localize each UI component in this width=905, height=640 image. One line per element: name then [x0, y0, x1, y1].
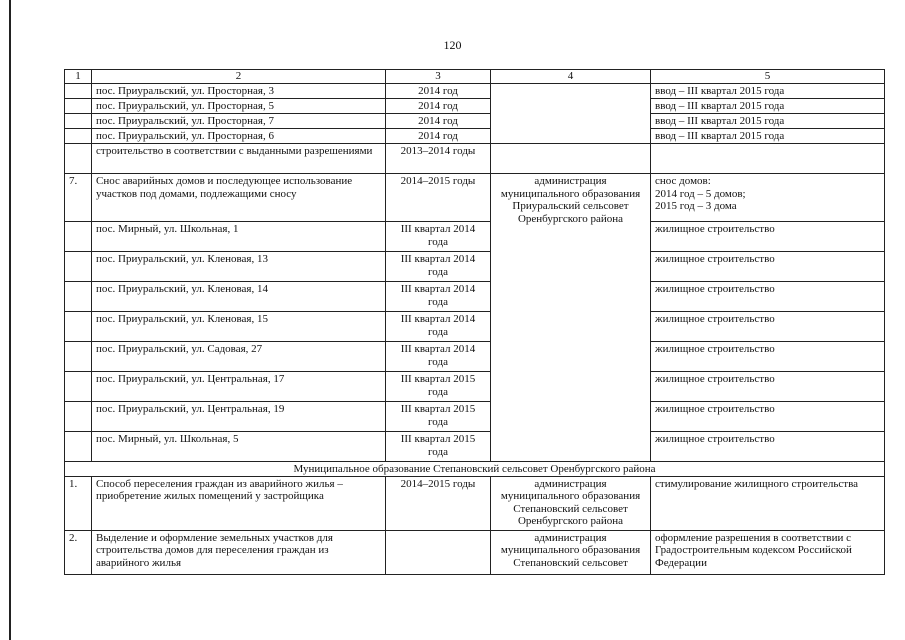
- object-cell: пос. Мирный, ул. Школьная, 5: [92, 432, 386, 462]
- row-number-cell: [65, 84, 92, 99]
- result-cell: жилищное строительство: [651, 342, 885, 372]
- period-cell: III квартал 2014 года: [386, 312, 491, 342]
- table-row: [65, 476, 885, 530]
- row-number-cell: [65, 282, 92, 312]
- row-number-cell: [65, 252, 92, 282]
- section-title: Муниципальное образование Степановский сельсовет Оренбургского района: [65, 462, 885, 477]
- object-cell: пос. Приуральский, ул. Просторная, 7: [92, 114, 386, 129]
- table-row: [65, 530, 885, 574]
- item-number: 1.: [65, 476, 92, 530]
- table-row: [65, 402, 885, 432]
- object-cell: пос. Приуральский, ул. Просторная, 6: [92, 129, 386, 144]
- object-cell: пос. Приуральский, ул. Садовая, 27: [92, 342, 386, 372]
- column-header: 4: [491, 70, 651, 84]
- table-row: [65, 84, 885, 99]
- table-row: [65, 372, 885, 402]
- executor-cell: администрация муниципального образования Приуральский сельсовет Оренбургского района: [491, 174, 651, 462]
- period-cell: III квартал 2014 года: [386, 282, 491, 312]
- result-cell: ввод – III квартал 2015 года: [651, 129, 885, 144]
- row-number-cell: [65, 144, 92, 174]
- row-number-cell: [65, 114, 92, 129]
- item-number: 2.: [65, 530, 92, 574]
- period-cell: 2014 год: [386, 84, 491, 99]
- row-number-cell: [65, 312, 92, 342]
- executor-cell: администрация муниципального образования Степановский сельсовет Оренбургского района: [491, 476, 651, 530]
- result-cell: снос домов: 2014 год – 5 домов; 2015 год – 3 дома: [651, 174, 885, 222]
- header-row: [65, 70, 885, 84]
- row-number-cell: [65, 222, 92, 252]
- object-cell: пос. Приуральский, ул. Центральная, 17: [92, 372, 386, 402]
- object-cell: строительство в соответствии с выданными разрешениями: [92, 144, 386, 174]
- program-table-body: [65, 70, 885, 575]
- column-header: 3: [386, 70, 491, 84]
- period-cell: III квартал 2015 года: [386, 402, 491, 432]
- period-cell: III квартал 2015 года: [386, 432, 491, 462]
- column-header: 2: [92, 70, 386, 84]
- table-row: [65, 174, 885, 222]
- table-row: [65, 114, 885, 129]
- result-cell: жилищное строительство: [651, 372, 885, 402]
- result-cell: жилищное строительство: [651, 432, 885, 462]
- period-cell: 2014 год: [386, 114, 491, 129]
- item-number: 7.: [65, 174, 92, 222]
- executor-cell: администрация муниципального образования Степановский сельсовет: [491, 530, 651, 574]
- table-row: [65, 282, 885, 312]
- object-cell: пос. Приуральский, ул. Центральная, 19: [92, 402, 386, 432]
- table-row: [65, 342, 885, 372]
- period-cell: 2013–2014 годы: [386, 144, 491, 174]
- executor-cell: [491, 84, 651, 144]
- result-cell: жилищное строительство: [651, 252, 885, 282]
- executor-cell: [491, 144, 651, 174]
- table-row: [65, 252, 885, 282]
- result-cell: оформление разрешения в соответствии с Градостроительным кодексом Российской Федерации: [651, 530, 885, 574]
- result-cell: ввод – III квартал 2015 года: [651, 114, 885, 129]
- period-cell: III квартал 2015 года: [386, 372, 491, 402]
- table-row: [65, 99, 885, 114]
- program-table: [64, 69, 885, 575]
- period-cell: III квартал 2014 года: [386, 342, 491, 372]
- period-cell: 2014 год: [386, 129, 491, 144]
- result-cell: жилищное строительство: [651, 282, 885, 312]
- row-number-cell: [65, 99, 92, 114]
- column-header: 5: [651, 70, 885, 84]
- period-cell: III квартал 2014 года: [386, 222, 491, 252]
- table-row: [65, 312, 885, 342]
- section-row: [65, 462, 885, 477]
- measure-cell: Выделение и оформление земельных участков для строительства домов для переселения граждан из аварийного жилья: [92, 530, 386, 574]
- result-cell: жилищное строительство: [651, 312, 885, 342]
- row-number-cell: [65, 372, 92, 402]
- page-number: 120: [443, 38, 462, 52]
- measure-cell: Способ переселения граждан из аварийного жилья – приобретение жилых помещений у застройщика: [92, 476, 386, 530]
- result-cell: жилищное строительство: [651, 222, 885, 252]
- result-cell: ввод – III квартал 2015 года: [651, 84, 885, 99]
- measure-cell: Снос аварийных домов и последующее использование участков под домами, подлежащими сносу: [92, 174, 386, 222]
- object-cell: пос. Приуральский, ул. Кленовая, 14: [92, 282, 386, 312]
- table-row: [65, 144, 885, 174]
- table-row: [65, 432, 885, 462]
- object-cell: пос. Приуральский, ул. Кленовая, 13: [92, 252, 386, 282]
- row-number-cell: [65, 402, 92, 432]
- period-cell: 2014 год: [386, 99, 491, 114]
- period-cell: III квартал 2014 года: [386, 252, 491, 282]
- column-header: 1: [65, 70, 92, 84]
- table-row: [65, 222, 885, 252]
- row-number-cell: [65, 342, 92, 372]
- period-cell: 2014–2015 годы: [386, 174, 491, 222]
- result-cell: ввод – III квартал 2015 года: [651, 99, 885, 114]
- table-row: [65, 129, 885, 144]
- row-number-cell: [65, 432, 92, 462]
- result-cell: жилищное строительство: [651, 402, 885, 432]
- result-cell: [651, 144, 885, 174]
- period-cell: 2014–2015 годы: [386, 476, 491, 530]
- object-cell: пос. Приуральский, ул. Кленовая, 15: [92, 312, 386, 342]
- period-cell: [386, 530, 491, 574]
- object-cell: пос. Мирный, ул. Школьная, 1: [92, 222, 386, 252]
- object-cell: пос. Приуральский, ул. Просторная, 5: [92, 99, 386, 114]
- result-cell: стимулирование жилищного строительства: [651, 476, 885, 530]
- row-number-cell: [65, 129, 92, 144]
- object-cell: пос. Приуральский, ул. Просторная, 3: [92, 84, 386, 99]
- page-edge-line: [9, 0, 11, 640]
